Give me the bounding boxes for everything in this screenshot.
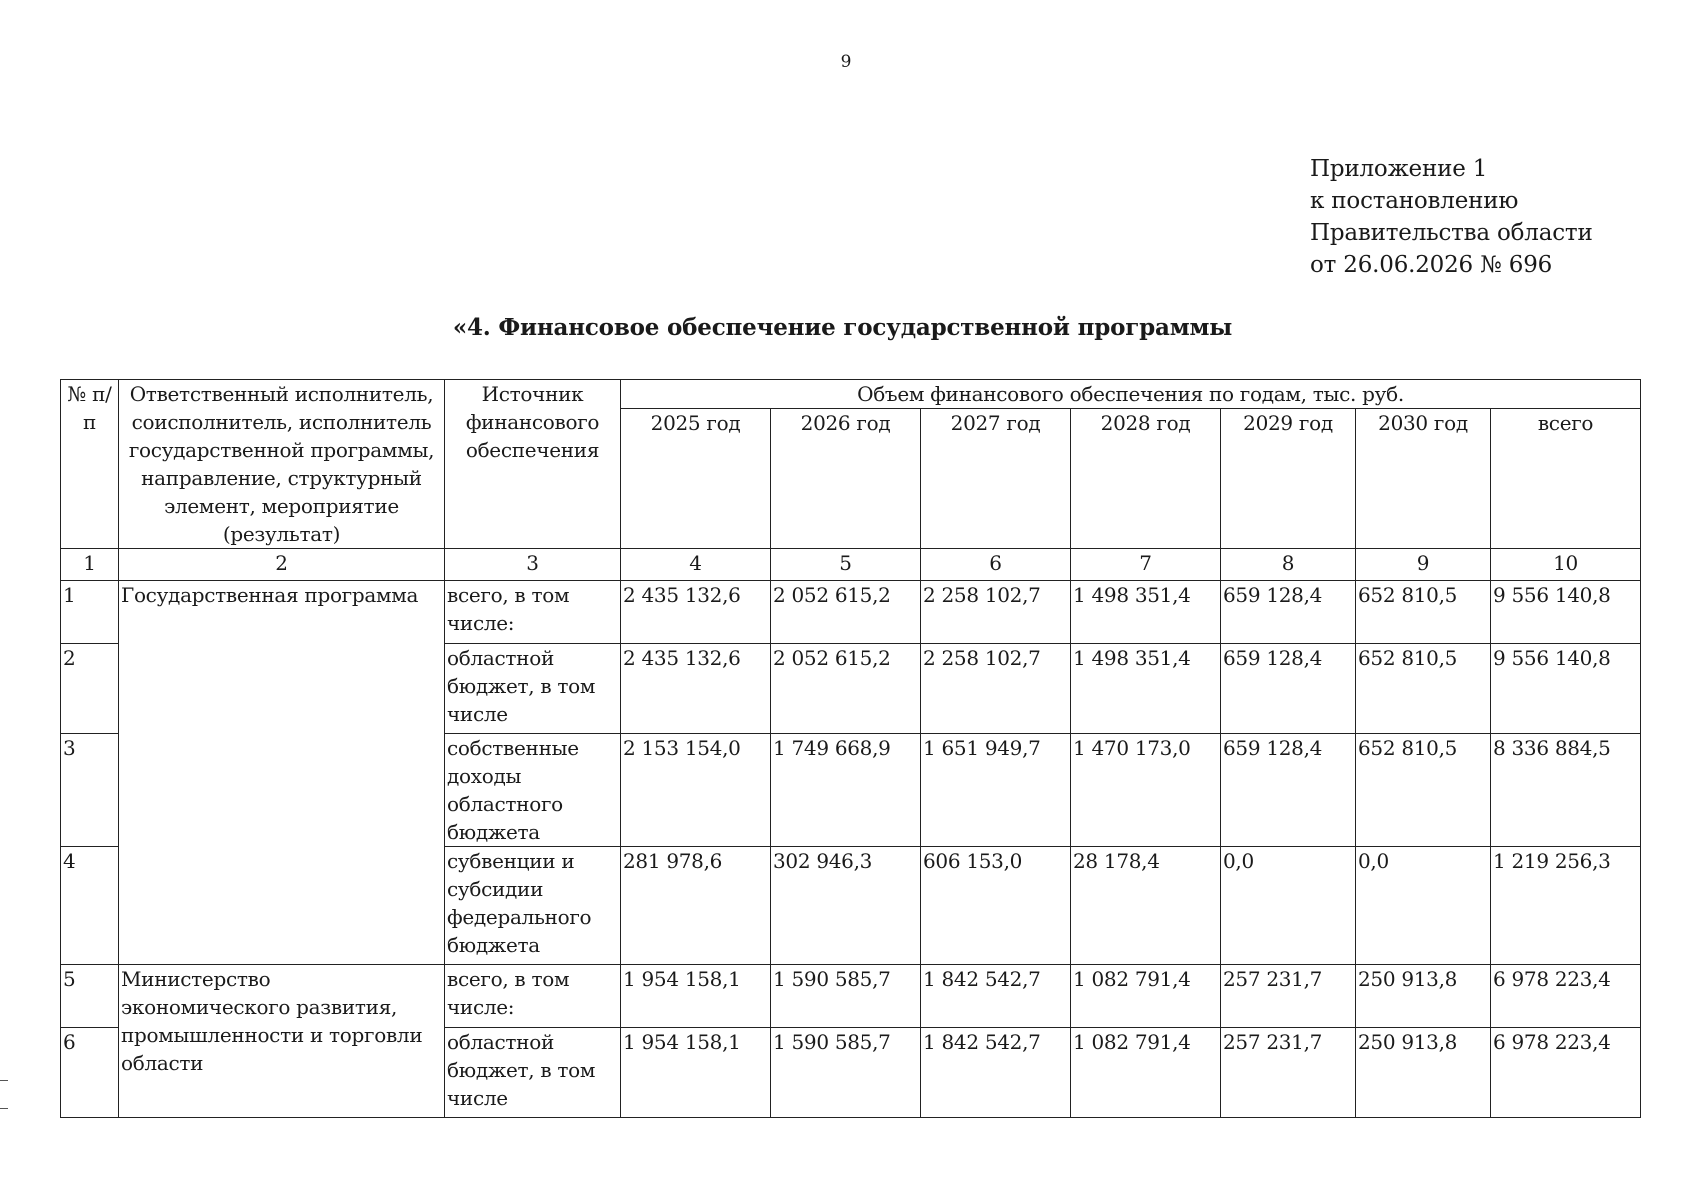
appendix-block xyxy=(1310,153,1593,281)
cell-value: 1 954 158,1 xyxy=(621,965,771,1028)
cell-value: 1 749 668,9 xyxy=(771,734,921,847)
cell-value: 257 231,7 xyxy=(1221,1028,1356,1118)
header-year: 2030 год xyxy=(1356,409,1491,549)
row-source: субвенции и субсидии федерального бюджета xyxy=(445,847,621,965)
cell-total: 1 219 256,3 xyxy=(1491,847,1641,965)
cell-value: 1 590 585,7 xyxy=(771,965,921,1028)
row-number: 6 xyxy=(61,1028,119,1118)
appendix-line: Приложение 1 xyxy=(1310,156,1488,182)
cell-value: 2 258 102,7 xyxy=(921,644,1071,734)
header-year: 2028 год xyxy=(1071,409,1221,549)
cell-total: 9 556 140,8 xyxy=(1491,644,1641,734)
scan-edge-mark xyxy=(0,1080,8,1081)
cell-value: 2 052 615,2 xyxy=(771,644,921,734)
row-number: 2 xyxy=(61,644,119,734)
row-source: всего, в том числе: xyxy=(445,581,621,644)
cell-value: 1 954 158,1 xyxy=(621,1028,771,1118)
row-number: 1 xyxy=(61,581,119,644)
cell-value: 606 153,0 xyxy=(921,847,1071,965)
cell-value: 0,0 xyxy=(1221,847,1356,965)
cell-value: 1 498 351,4 xyxy=(1071,644,1221,734)
column-number: 6 xyxy=(921,549,1071,581)
cell-value: 1 842 542,7 xyxy=(921,965,1071,1028)
row-number: 4 xyxy=(61,847,119,965)
row-source: областной бюджет, в том числе xyxy=(445,644,621,734)
table-row xyxy=(61,965,1641,1028)
header-financing-group: Объем финансового обеспечения по годам, тыс. руб. xyxy=(621,380,1641,409)
column-number: 5 xyxy=(771,549,921,581)
cell-value: 652 810,5 xyxy=(1356,644,1491,734)
document-title xyxy=(0,314,1697,341)
cell-value: 2 435 132,6 xyxy=(621,581,771,644)
cell-value: 281 978,6 xyxy=(621,847,771,965)
cell-value: 652 810,5 xyxy=(1356,581,1491,644)
cell-value: 250 913,8 xyxy=(1356,1028,1491,1118)
row-source: собственные доходы областного бюджета xyxy=(445,734,621,847)
cell-value: 250 913,8 xyxy=(1356,965,1491,1028)
column-number: 7 xyxy=(1071,549,1221,581)
header-year: 2027 год xyxy=(921,409,1071,549)
cell-total: 6 978 223,4 xyxy=(1491,1028,1641,1118)
cell-value: 2 052 615,2 xyxy=(771,581,921,644)
column-number: 10 xyxy=(1491,549,1641,581)
document-title-text: «4. Финансовое обеспечение государственной программы xyxy=(452,314,1233,341)
cell-value: 1 082 791,4 xyxy=(1071,965,1221,1028)
cell-value: 1 082 791,4 xyxy=(1071,1028,1221,1118)
row-number: 3 xyxy=(61,734,119,847)
header-year: 2026 год xyxy=(771,409,921,549)
cell-value: 0,0 xyxy=(1356,847,1491,965)
cell-total: 8 336 884,5 xyxy=(1491,734,1641,847)
header-year: 2029 год xyxy=(1221,409,1356,549)
cell-value: 1 842 542,7 xyxy=(921,1028,1071,1118)
table-row xyxy=(61,581,1641,644)
column-number: 3 xyxy=(445,549,621,581)
financing-table xyxy=(60,379,1641,1118)
column-number: 1 xyxy=(61,549,119,581)
row-source: всего, в том числе: xyxy=(445,965,621,1028)
row-executor: Министерство экономического развития, промышленности и торговли области xyxy=(119,965,445,1118)
cell-value: 2 258 102,7 xyxy=(921,581,1071,644)
row-number: 5 xyxy=(61,965,119,1028)
cell-value: 659 128,4 xyxy=(1221,644,1356,734)
cell-total: 9 556 140,8 xyxy=(1491,581,1641,644)
header-total: всего xyxy=(1491,409,1641,549)
cell-value: 659 128,4 xyxy=(1221,581,1356,644)
scan-edge-mark xyxy=(0,1108,8,1109)
column-number: 9 xyxy=(1356,549,1491,581)
cell-value: 659 128,4 xyxy=(1221,734,1356,847)
column-number: 2 xyxy=(119,549,445,581)
page-number: 9 xyxy=(840,52,852,72)
header-executor: Ответственный исполнитель, соисполнитель, исполнитель государственной программы, направление, структурный элемент, мероприятие (результат) xyxy=(119,380,445,549)
cell-value: 1 651 949,7 xyxy=(921,734,1071,847)
cell-value: 1 498 351,4 xyxy=(1071,581,1221,644)
cell-value: 257 231,7 xyxy=(1221,965,1356,1028)
cell-value: 28 178,4 xyxy=(1071,847,1221,965)
appendix-line: от 26.06.2026 № 696 xyxy=(1310,252,1553,278)
cell-value: 302 946,3 xyxy=(771,847,921,965)
cell-value: 1 590 585,7 xyxy=(771,1028,921,1118)
row-executor: Государственная программа xyxy=(119,581,445,965)
column-number: 4 xyxy=(621,549,771,581)
header-row xyxy=(61,380,1641,409)
header-year: 2025 год xyxy=(621,409,771,549)
appendix-line: к постановлению xyxy=(1310,188,1519,214)
row-source: областной бюджет, в том числе xyxy=(445,1028,621,1118)
cell-value: 652 810,5 xyxy=(1356,734,1491,847)
cell-value: 1 470 173,0 xyxy=(1071,734,1221,847)
header-source: Источник финансового обеспечения xyxy=(445,380,621,549)
cell-value: 2 153 154,0 xyxy=(621,734,771,847)
header-number: № п/п xyxy=(61,380,119,549)
column-number: 8 xyxy=(1221,549,1356,581)
appendix-line: Правительства области xyxy=(1310,220,1593,246)
cell-total: 6 978 223,4 xyxy=(1491,965,1641,1028)
column-numbers-row xyxy=(61,549,1641,581)
cell-value: 2 435 132,6 xyxy=(621,644,771,734)
